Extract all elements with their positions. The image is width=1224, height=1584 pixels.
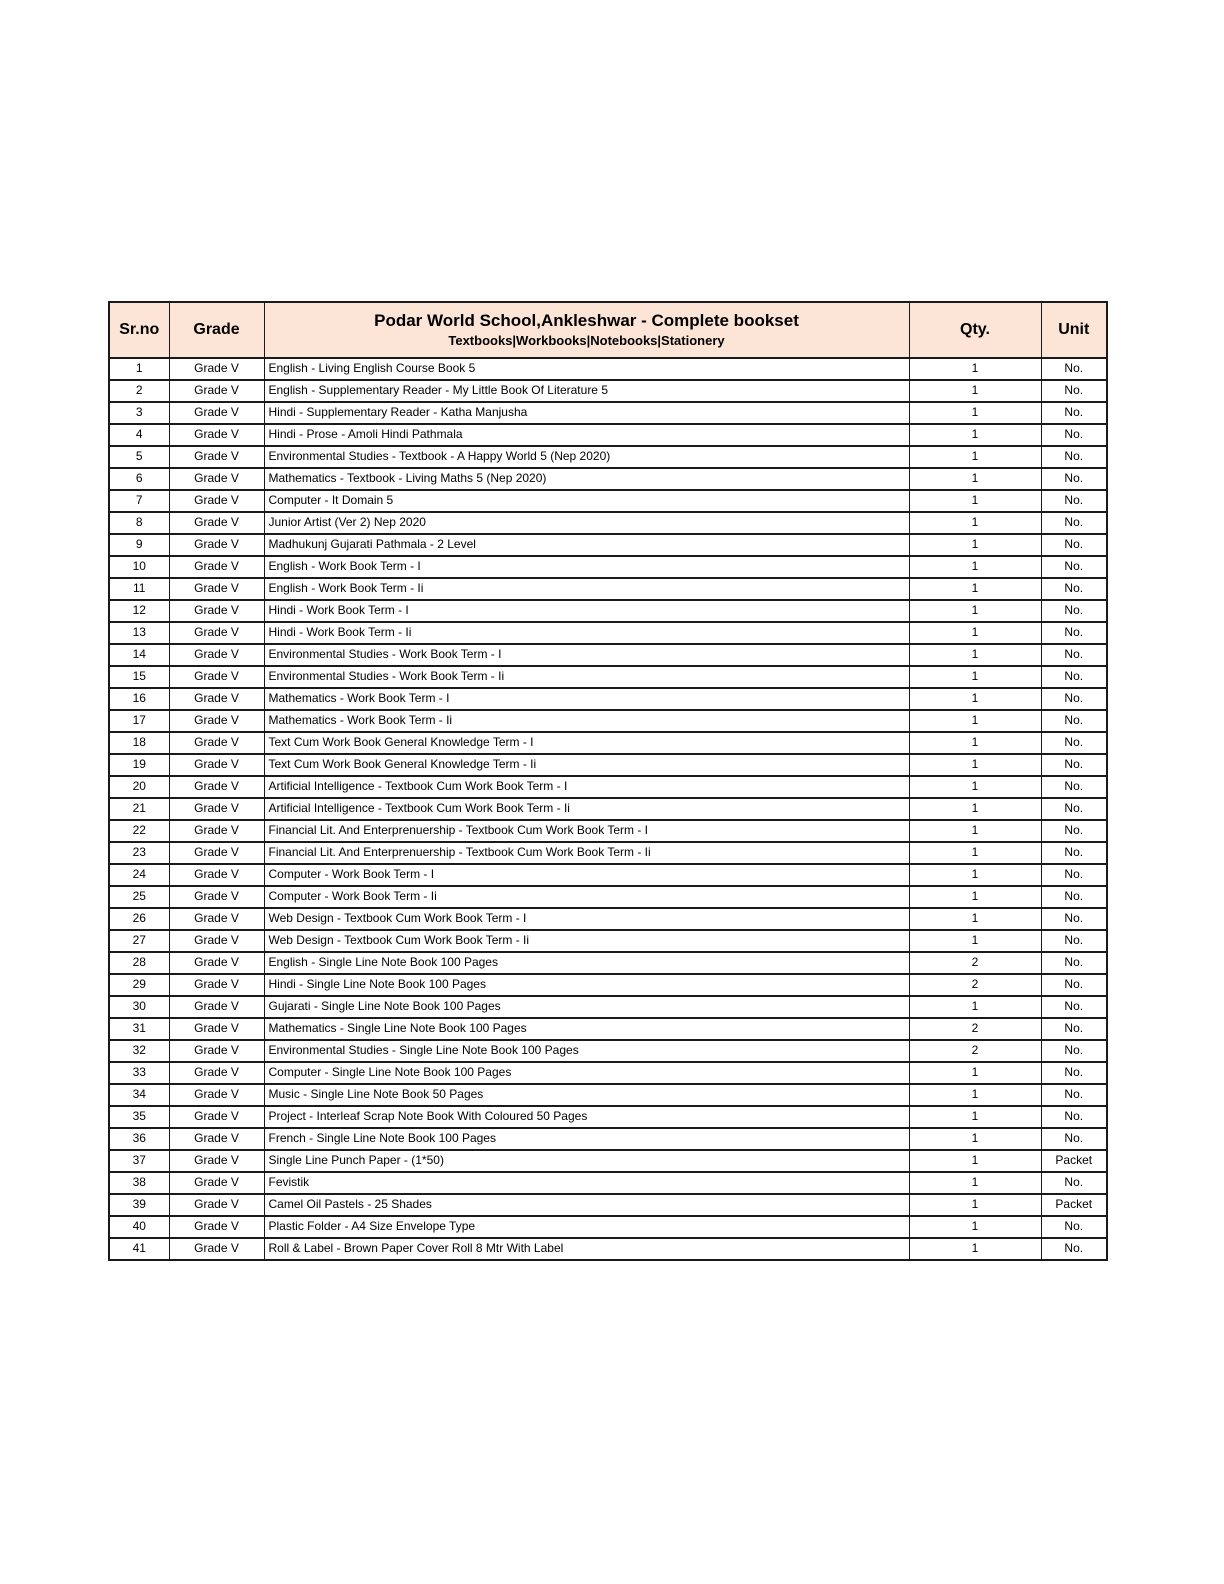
- table-row: [109, 732, 1107, 754]
- unit-cell: Packet: [1041, 1194, 1107, 1216]
- table-row: [109, 1062, 1107, 1084]
- sr-no-cell: 1: [109, 358, 169, 380]
- table-row: [109, 446, 1107, 468]
- qty-cell: 1: [909, 908, 1041, 930]
- qty-cell: 1: [909, 1062, 1041, 1084]
- unit-cell: No.: [1041, 380, 1107, 402]
- sr-no-cell: 36: [109, 1128, 169, 1150]
- grade-cell: Grade V: [169, 512, 264, 534]
- item-name-cell: Mathematics - Work Book Term - Ii: [264, 710, 909, 732]
- grade-cell: Grade V: [169, 446, 264, 468]
- grade-cell: Grade V: [169, 974, 264, 996]
- qty-cell: 1: [909, 1194, 1041, 1216]
- item-name-cell: Financial Lit. And Enterprenuership - Textbook Cum Work Book Term - Ii: [264, 842, 909, 864]
- table-row: [109, 512, 1107, 534]
- sr-no-cell: 37: [109, 1150, 169, 1172]
- grade-cell: Grade V: [169, 886, 264, 908]
- qty-cell: 1: [909, 468, 1041, 490]
- unit-cell: No.: [1041, 864, 1107, 886]
- grade-cell: Grade V: [169, 864, 264, 886]
- unit-cell: No.: [1041, 732, 1107, 754]
- sr-no-cell: 5: [109, 446, 169, 468]
- table-row: [109, 1106, 1107, 1128]
- grade-cell: Grade V: [169, 424, 264, 446]
- qty-cell: 1: [909, 402, 1041, 424]
- item-name-cell: Mathematics - Textbook - Living Maths 5 (Nep 2020): [264, 468, 909, 490]
- grade-cell: Grade V: [169, 578, 264, 600]
- item-name-cell: English - Work Book Term - Ii: [264, 578, 909, 600]
- qty-cell: 2: [909, 974, 1041, 996]
- grade-cell: Grade V: [169, 358, 264, 380]
- table-row: [109, 974, 1107, 996]
- item-name-cell: English - Single Line Note Book 100 Pages: [264, 952, 909, 974]
- sr-no-cell: 15: [109, 666, 169, 688]
- table-row: [109, 534, 1107, 556]
- table-row: [109, 710, 1107, 732]
- qty-cell: 1: [909, 754, 1041, 776]
- qty-cell: 1: [909, 930, 1041, 952]
- item-name-cell: Camel Oil Pastels - 25 Shades: [264, 1194, 909, 1216]
- item-name-cell: Mathematics - Single Line Note Book 100 Pages: [264, 1018, 909, 1040]
- item-name-cell: Hindi - Single Line Note Book 100 Pages: [264, 974, 909, 996]
- sr-no-cell: 33: [109, 1062, 169, 1084]
- unit-cell: No.: [1041, 424, 1107, 446]
- qty-cell: 1: [909, 600, 1041, 622]
- table-row: [109, 1216, 1107, 1238]
- item-name-cell: Roll & Label - Brown Paper Cover Roll 8 Mtr With Label: [264, 1238, 909, 1260]
- qty-cell: 1: [909, 1238, 1041, 1260]
- unit-cell: No.: [1041, 1106, 1107, 1128]
- grade-cell: Grade V: [169, 468, 264, 490]
- table-row: [109, 996, 1107, 1018]
- grade-cell: Grade V: [169, 380, 264, 402]
- sr-no-cell: 40: [109, 1216, 169, 1238]
- item-name-cell: Mathematics - Work Book Term - I: [264, 688, 909, 710]
- sr-no-cell: 4: [109, 424, 169, 446]
- sr-no-cell: 22: [109, 820, 169, 842]
- item-name-cell: Gujarati - Single Line Note Book 100 Pages: [264, 996, 909, 1018]
- qty-cell: 2: [909, 1018, 1041, 1040]
- item-name-cell: Plastic Folder - A4 Size Envelope Type: [264, 1216, 909, 1238]
- unit-cell: No.: [1041, 622, 1107, 644]
- unit-cell: No.: [1041, 1238, 1107, 1260]
- qty-cell: 1: [909, 1172, 1041, 1194]
- qty-cell: 1: [909, 358, 1041, 380]
- item-name-cell: Artificial Intelligence - Textbook Cum Work Book Term - Ii: [264, 798, 909, 820]
- table-row: [109, 930, 1107, 952]
- item-name-cell: French - Single Line Note Book 100 Pages: [264, 1128, 909, 1150]
- sr-no-cell: 31: [109, 1018, 169, 1040]
- grade-cell: Grade V: [169, 1040, 264, 1062]
- sr-no-cell: 17: [109, 710, 169, 732]
- sr-no-cell: 2: [109, 380, 169, 402]
- item-name-cell: Web Design - Textbook Cum Work Book Term - I: [264, 908, 909, 930]
- grade-cell: Grade V: [169, 644, 264, 666]
- item-name-cell: English - Supplementary Reader - My Little Book Of Literature 5: [264, 380, 909, 402]
- item-name-cell: Computer - Work Book Term - I: [264, 864, 909, 886]
- qty-cell: 1: [909, 798, 1041, 820]
- unit-cell: No.: [1041, 776, 1107, 798]
- sr-no-cell: 20: [109, 776, 169, 798]
- item-name-cell: Hindi - Prose - Amoli Hindi Pathmala: [264, 424, 909, 446]
- table-row: [109, 886, 1107, 908]
- table-row: [109, 468, 1107, 490]
- sr-no-cell: 26: [109, 908, 169, 930]
- unit-cell: No.: [1041, 358, 1107, 380]
- unit-cell: No.: [1041, 754, 1107, 776]
- qty-cell: 1: [909, 996, 1041, 1018]
- table-row: [109, 402, 1107, 424]
- sr-no-cell: 29: [109, 974, 169, 996]
- header-row: [109, 302, 1107, 358]
- sr-no-cell: 24: [109, 864, 169, 886]
- unit-cell: No.: [1041, 908, 1107, 930]
- table-row: [109, 864, 1107, 886]
- qty-cell: 1: [909, 556, 1041, 578]
- grade-cell: Grade V: [169, 710, 264, 732]
- table-row: [109, 358, 1107, 380]
- grade-cell: Grade V: [169, 1106, 264, 1128]
- sr-no-cell: 14: [109, 644, 169, 666]
- sr-no-cell: 23: [109, 842, 169, 864]
- qty-cell: 1: [909, 446, 1041, 468]
- table-row: [109, 578, 1107, 600]
- header-grade: Grade: [169, 302, 264, 358]
- unit-cell: No.: [1041, 820, 1107, 842]
- grade-cell: Grade V: [169, 952, 264, 974]
- grade-cell: Grade V: [169, 930, 264, 952]
- table-row: [109, 688, 1107, 710]
- qty-cell: 1: [909, 842, 1041, 864]
- grade-cell: Grade V: [169, 1238, 264, 1260]
- qty-cell: 1: [909, 512, 1041, 534]
- unit-cell: No.: [1041, 930, 1107, 952]
- table-row: [109, 556, 1107, 578]
- item-name-cell: Environmental Studies - Work Book Term - I: [264, 644, 909, 666]
- sr-no-cell: 18: [109, 732, 169, 754]
- table-row: [109, 490, 1107, 512]
- booklist-body: [109, 358, 1107, 1260]
- booklist-table: [108, 301, 1108, 1261]
- header-unit: Unit: [1041, 302, 1107, 358]
- table-title: Podar World School,Ankleshwar - Complete bookset: [374, 311, 799, 331]
- table-row: [109, 622, 1107, 644]
- qty-cell: 1: [909, 1150, 1041, 1172]
- unit-cell: No.: [1041, 1216, 1107, 1238]
- grade-cell: Grade V: [169, 754, 264, 776]
- qty-cell: 1: [909, 578, 1041, 600]
- item-name-cell: Hindi - Supplementary Reader - Katha Manjusha: [264, 402, 909, 424]
- unit-cell: No.: [1041, 490, 1107, 512]
- unit-cell: No.: [1041, 578, 1107, 600]
- unit-cell: No.: [1041, 842, 1107, 864]
- table-row: [109, 1018, 1107, 1040]
- unit-cell: No.: [1041, 710, 1107, 732]
- unit-cell: No.: [1041, 952, 1107, 974]
- table-row: [109, 424, 1107, 446]
- unit-cell: No.: [1041, 1018, 1107, 1040]
- qty-cell: 1: [909, 424, 1041, 446]
- grade-cell: Grade V: [169, 534, 264, 556]
- table-row: [109, 666, 1107, 688]
- grade-cell: Grade V: [169, 402, 264, 424]
- grade-cell: Grade V: [169, 688, 264, 710]
- sr-no-cell: 7: [109, 490, 169, 512]
- item-name-cell: Fevistik: [264, 1172, 909, 1194]
- unit-cell: No.: [1041, 534, 1107, 556]
- item-name-cell: Environmental Studies - Single Line Note Book 100 Pages: [264, 1040, 909, 1062]
- sr-no-cell: 32: [109, 1040, 169, 1062]
- qty-cell: 1: [909, 622, 1041, 644]
- item-name-cell: English - Living English Course Book 5: [264, 358, 909, 380]
- header-qty: Qty.: [909, 302, 1041, 358]
- table-row: [109, 644, 1107, 666]
- item-name-cell: Artificial Intelligence - Textbook Cum Work Book Term - I: [264, 776, 909, 798]
- item-name-cell: Environmental Studies - Work Book Term - Ii: [264, 666, 909, 688]
- sr-no-cell: 34: [109, 1084, 169, 1106]
- item-name-cell: Junior Artist (Ver 2) Nep 2020: [264, 512, 909, 534]
- grade-cell: Grade V: [169, 908, 264, 930]
- qty-cell: 1: [909, 534, 1041, 556]
- qty-cell: 1: [909, 1216, 1041, 1238]
- grade-cell: Grade V: [169, 1172, 264, 1194]
- sr-no-cell: 25: [109, 886, 169, 908]
- table-subtitle: Textbooks|Workbooks|Notebooks|Stationery: [448, 333, 725, 349]
- qty-cell: 1: [909, 1084, 1041, 1106]
- qty-cell: 1: [909, 864, 1041, 886]
- sr-no-cell: 19: [109, 754, 169, 776]
- sr-no-cell: 38: [109, 1172, 169, 1194]
- sr-no-cell: 3: [109, 402, 169, 424]
- grade-cell: Grade V: [169, 1084, 264, 1106]
- item-name-cell: English - Work Book Term - I: [264, 556, 909, 578]
- table-row: [109, 1084, 1107, 1106]
- sr-no-cell: 39: [109, 1194, 169, 1216]
- grade-cell: Grade V: [169, 556, 264, 578]
- sr-no-cell: 9: [109, 534, 169, 556]
- unit-cell: No.: [1041, 996, 1107, 1018]
- unit-cell: No.: [1041, 512, 1107, 534]
- item-name-cell: Web Design - Textbook Cum Work Book Term - Ii: [264, 930, 909, 952]
- header-title-cell: [264, 302, 909, 358]
- item-name-cell: Computer - Single Line Note Book 100 Pages: [264, 1062, 909, 1084]
- grade-cell: Grade V: [169, 622, 264, 644]
- grade-cell: Grade V: [169, 842, 264, 864]
- unit-cell: No.: [1041, 1062, 1107, 1084]
- grade-cell: Grade V: [169, 1018, 264, 1040]
- sr-no-cell: 11: [109, 578, 169, 600]
- sr-no-cell: 41: [109, 1238, 169, 1260]
- grade-cell: Grade V: [169, 1216, 264, 1238]
- item-name-cell: Environmental Studies - Textbook - A Happy World 5 (Nep 2020): [264, 446, 909, 468]
- grade-cell: Grade V: [169, 776, 264, 798]
- item-name-cell: Hindi - Work Book Term - Ii: [264, 622, 909, 644]
- table-row: [109, 1172, 1107, 1194]
- grade-cell: Grade V: [169, 490, 264, 512]
- grade-cell: Grade V: [169, 1150, 264, 1172]
- sr-no-cell: 28: [109, 952, 169, 974]
- qty-cell: 1: [909, 380, 1041, 402]
- grade-cell: Grade V: [169, 1194, 264, 1216]
- table-row: [109, 820, 1107, 842]
- sr-no-cell: 13: [109, 622, 169, 644]
- sr-no-cell: 8: [109, 512, 169, 534]
- grade-cell: Grade V: [169, 996, 264, 1018]
- unit-cell: No.: [1041, 1172, 1107, 1194]
- qty-cell: 2: [909, 952, 1041, 974]
- table-row: [109, 1238, 1107, 1260]
- item-name-cell: Financial Lit. And Enterprenuership - Textbook Cum Work Book Term - I: [264, 820, 909, 842]
- table-row: [109, 952, 1107, 974]
- sr-no-cell: 16: [109, 688, 169, 710]
- item-name-cell: Computer - Work Book Term - Ii: [264, 886, 909, 908]
- table-row: [109, 1128, 1107, 1150]
- table-row: [109, 1194, 1107, 1216]
- item-name-cell: Text Cum Work Book General Knowledge Term - I: [264, 732, 909, 754]
- grade-cell: Grade V: [169, 732, 264, 754]
- table-header: [109, 302, 1107, 358]
- unit-cell: No.: [1041, 644, 1107, 666]
- table-row: [109, 754, 1107, 776]
- unit-cell: No.: [1041, 798, 1107, 820]
- qty-cell: 1: [909, 666, 1041, 688]
- unit-cell: No.: [1041, 446, 1107, 468]
- sr-no-cell: 21: [109, 798, 169, 820]
- item-name-cell: Music - Single Line Note Book 50 Pages: [264, 1084, 909, 1106]
- unit-cell: No.: [1041, 1128, 1107, 1150]
- unit-cell: No.: [1041, 666, 1107, 688]
- sr-no-cell: 30: [109, 996, 169, 1018]
- sr-no-cell: 10: [109, 556, 169, 578]
- sr-no-cell: 27: [109, 930, 169, 952]
- item-name-cell: Madhukunj Gujarati Pathmala - 2 Level: [264, 534, 909, 556]
- table-row: [109, 908, 1107, 930]
- header-sr-no: Sr.no: [109, 302, 169, 358]
- grade-cell: Grade V: [169, 1128, 264, 1150]
- qty-cell: 1: [909, 776, 1041, 798]
- item-name-cell: Hindi - Work Book Term - I: [264, 600, 909, 622]
- unit-cell: No.: [1041, 886, 1107, 908]
- unit-cell: No.: [1041, 974, 1107, 996]
- table-row: [109, 1150, 1107, 1172]
- qty-cell: 1: [909, 886, 1041, 908]
- table-row: [109, 776, 1107, 798]
- qty-cell: 1: [909, 688, 1041, 710]
- unit-cell: Packet: [1041, 1150, 1107, 1172]
- sr-no-cell: 35: [109, 1106, 169, 1128]
- table-row: [109, 380, 1107, 402]
- sr-no-cell: 12: [109, 600, 169, 622]
- qty-cell: 1: [909, 1128, 1041, 1150]
- item-name-cell: Single Line Punch Paper - (1*50): [264, 1150, 909, 1172]
- unit-cell: No.: [1041, 1040, 1107, 1062]
- item-name-cell: Computer - It Domain 5: [264, 490, 909, 512]
- unit-cell: No.: [1041, 402, 1107, 424]
- item-name-cell: Text Cum Work Book General Knowledge Term - Ii: [264, 754, 909, 776]
- unit-cell: No.: [1041, 556, 1107, 578]
- grade-cell: Grade V: [169, 1062, 264, 1084]
- qty-cell: 1: [909, 732, 1041, 754]
- sr-no-cell: 6: [109, 468, 169, 490]
- table-row: [109, 842, 1107, 864]
- qty-cell: 1: [909, 490, 1041, 512]
- grade-cell: Grade V: [169, 820, 264, 842]
- unit-cell: No.: [1041, 1084, 1107, 1106]
- table-row: [109, 798, 1107, 820]
- item-name-cell: Project - Interleaf Scrap Note Book With Coloured 50 Pages: [264, 1106, 909, 1128]
- grade-cell: Grade V: [169, 798, 264, 820]
- grade-cell: Grade V: [169, 666, 264, 688]
- unit-cell: No.: [1041, 600, 1107, 622]
- qty-cell: 1: [909, 644, 1041, 666]
- qty-cell: 1: [909, 1106, 1041, 1128]
- qty-cell: 2: [909, 1040, 1041, 1062]
- unit-cell: No.: [1041, 688, 1107, 710]
- table-row: [109, 1040, 1107, 1062]
- table-row: [109, 600, 1107, 622]
- qty-cell: 1: [909, 710, 1041, 732]
- qty-cell: 1: [909, 820, 1041, 842]
- unit-cell: No.: [1041, 468, 1107, 490]
- grade-cell: Grade V: [169, 600, 264, 622]
